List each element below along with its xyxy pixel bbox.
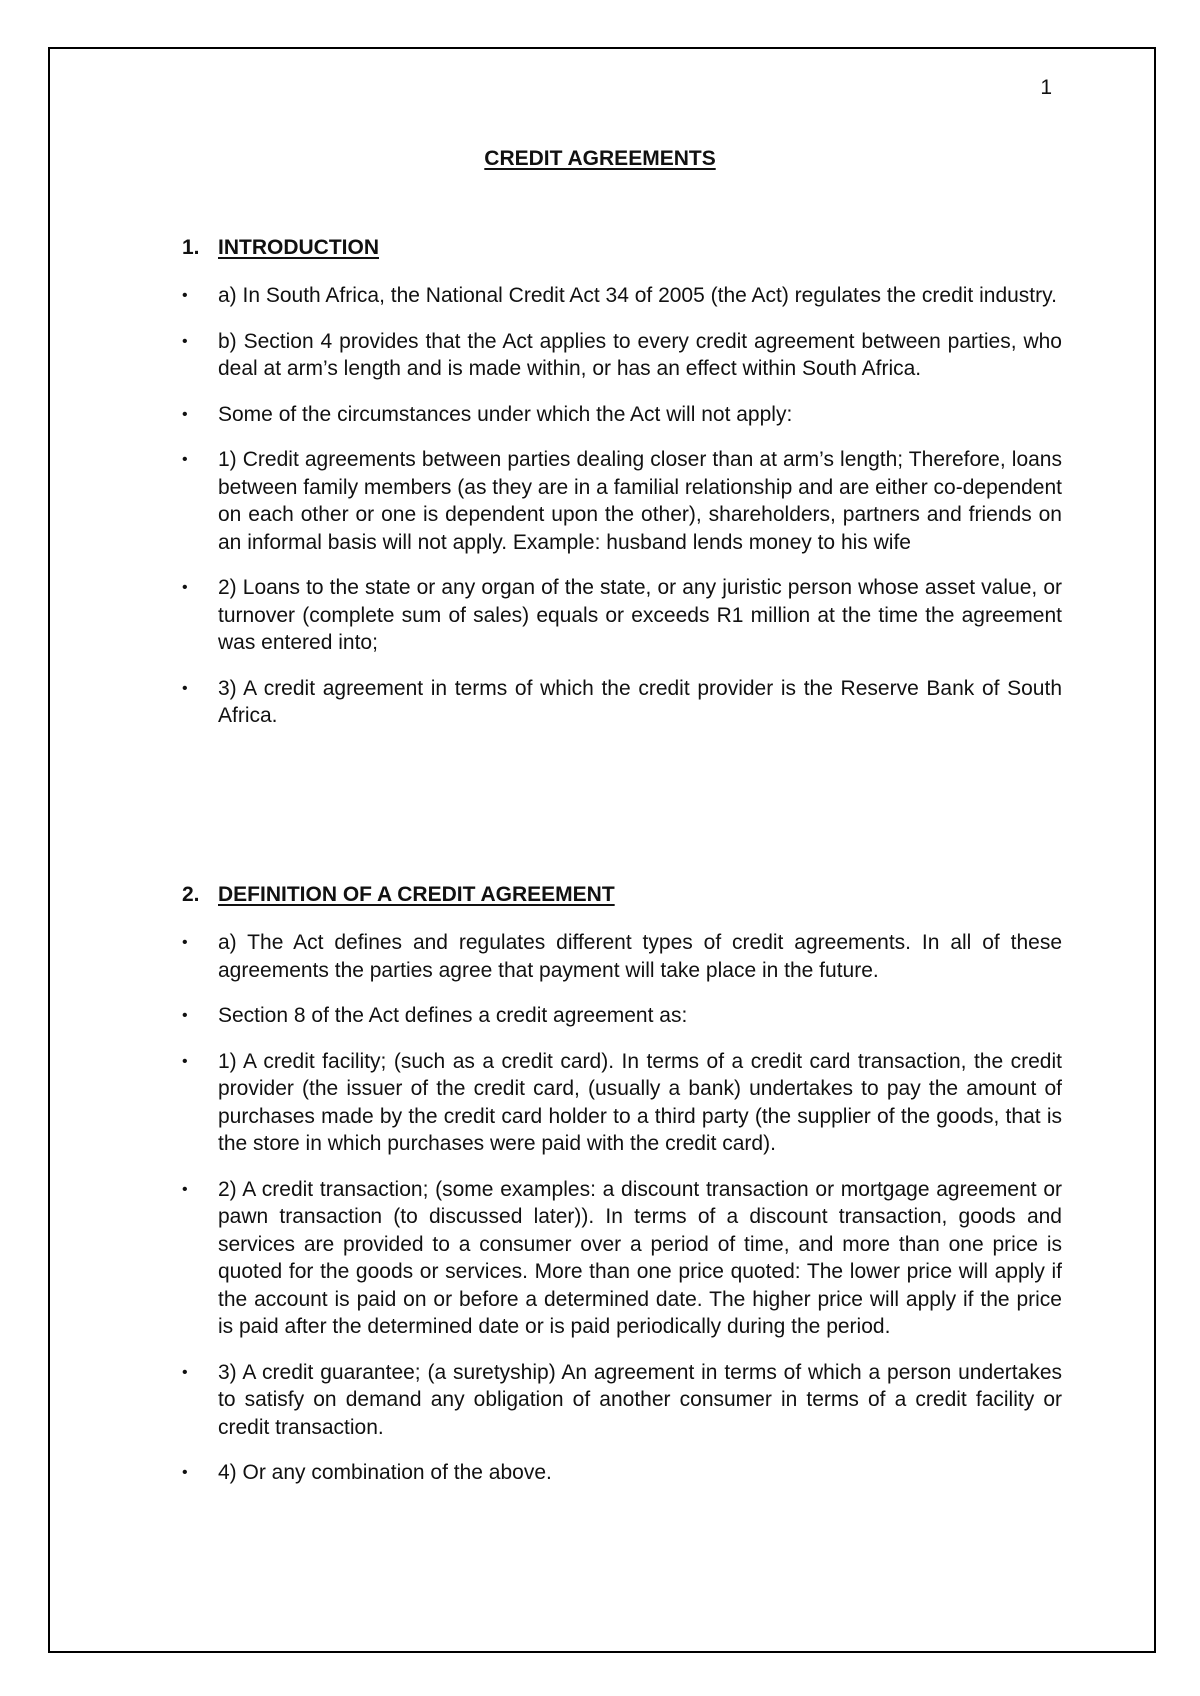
- list-item: [182, 1359, 1062, 1442]
- list-item: [182, 1002, 1062, 1030]
- list-item-text: 3) A credit guarantee; (a suretyship) An agreement in terms of which a person undertakes to satisfy on demand any obligation of another consumer in terms of a credit facility or credit transaction.: [218, 1360, 1062, 1439]
- bullet-icon: •: [182, 1007, 188, 1024]
- list-item-text: Some of the circumstances under which the Act will not apply:: [218, 402, 793, 426]
- bullet-icon: •: [182, 405, 188, 423]
- list-item: [182, 446, 1062, 556]
- list-item: [182, 929, 1062, 984]
- section-heading: [182, 881, 1062, 909]
- list-item-text: a) In South Africa, the National Credit Act 34 of 2005 (the Act) regulates the credit industry.: [218, 284, 1057, 307]
- list-item: [182, 1048, 1062, 1158]
- bullet-icon: •: [182, 934, 188, 951]
- bullet-icon: •: [182, 679, 188, 697]
- list-item-text: b) Section 4 provides that the Act applies to every credit agreement between parties, who deal at arm’s length and is made within, or has an effect within South Africa.: [218, 329, 1062, 380]
- section-number: 2.: [182, 883, 200, 906]
- list-item: [182, 1459, 1062, 1487]
- section-heading: [182, 234, 1062, 262]
- list-item-text: 3) A credit agreement in terms of which the credit provider is the Reserve Bank of South Africa.: [218, 676, 1062, 727]
- list-item-text: 1) A credit facility; (such as a credit card). In terms of a credit card transaction, the credit provider (the issuer of the credit card, (usually a bank) undertakes to pay the amount of purchases made by the credit card holder to a third party (the supplier of the goods, that is the store in which purchases were paid with the credit card).: [218, 1049, 1062, 1155]
- list-item: [182, 401, 1062, 429]
- page-number: 1: [1040, 76, 1052, 99]
- list-item-text: 2) A credit transaction; (some examples: a discount transaction or mortgage agreement or pawn transaction (to discussed later)). In terms of a discount transaction, goods and services are provided to a consumer over a period of time, and more than one price is quoted for the goods or services. More than one price quoted: The lower price will apply if the account is paid on or before a determined date. The higher price will apply if the price is paid after the determined date or is paid periodically during the period.: [218, 1177, 1062, 1338]
- section-title: INTRODUCTION: [218, 236, 379, 259]
- bullet-icon: •: [182, 1180, 188, 1198]
- bullet-icon: •: [182, 287, 188, 304]
- list-item: [182, 282, 1062, 310]
- list-item: [182, 1176, 1062, 1341]
- list-item-text: 1) Credit agreements between parties dealing closer than at arm’s length; Therefore, loans between family members (as they are in a familial relationship and are either co-dependent on each other or one is dependent upon the other), shareholders, partners and friends on an informal basis will not apply. Example: husband lends money to his wife: [218, 448, 1062, 554]
- bullet-icon: •: [182, 1464, 188, 1481]
- section-number: 1.: [182, 236, 200, 259]
- list-item: [182, 574, 1062, 657]
- bullet-list: [182, 282, 1062, 730]
- list-item-text: a) The Act defines and regulates different types of credit agreements. In all of these agreements the parties agree that payment will take place in the future.: [218, 931, 1062, 982]
- list-item-text: 2) Loans to the state or any organ of the state, or any juristic person whose asset value, or turnover (complete sum of sales) equals or exceeds R1 million at the time the agreement was entered into;: [218, 576, 1062, 654]
- list-item: [182, 675, 1062, 730]
- bullet-list: [182, 929, 1062, 1487]
- document-title: [0, 145, 1200, 173]
- bullet-icon: •: [182, 451, 188, 468]
- list-item: [182, 328, 1062, 383]
- bullet-icon: •: [182, 1363, 188, 1381]
- bullet-icon: •: [182, 332, 188, 350]
- section-introduction: [182, 234, 1062, 748]
- list-item-text: Section 8 of the Act defines a credit agreement as:: [218, 1004, 688, 1027]
- bullet-icon: •: [182, 1052, 188, 1070]
- bullet-icon: •: [182, 579, 188, 596]
- section-title: DEFINITION OF A CREDIT AGREEMENT: [218, 883, 615, 906]
- document-title-text: CREDIT AGREEMENTS: [484, 147, 716, 170]
- section-definition: [182, 881, 1062, 1505]
- list-item-text: 4) Or any combination of the above.: [218, 1461, 552, 1484]
